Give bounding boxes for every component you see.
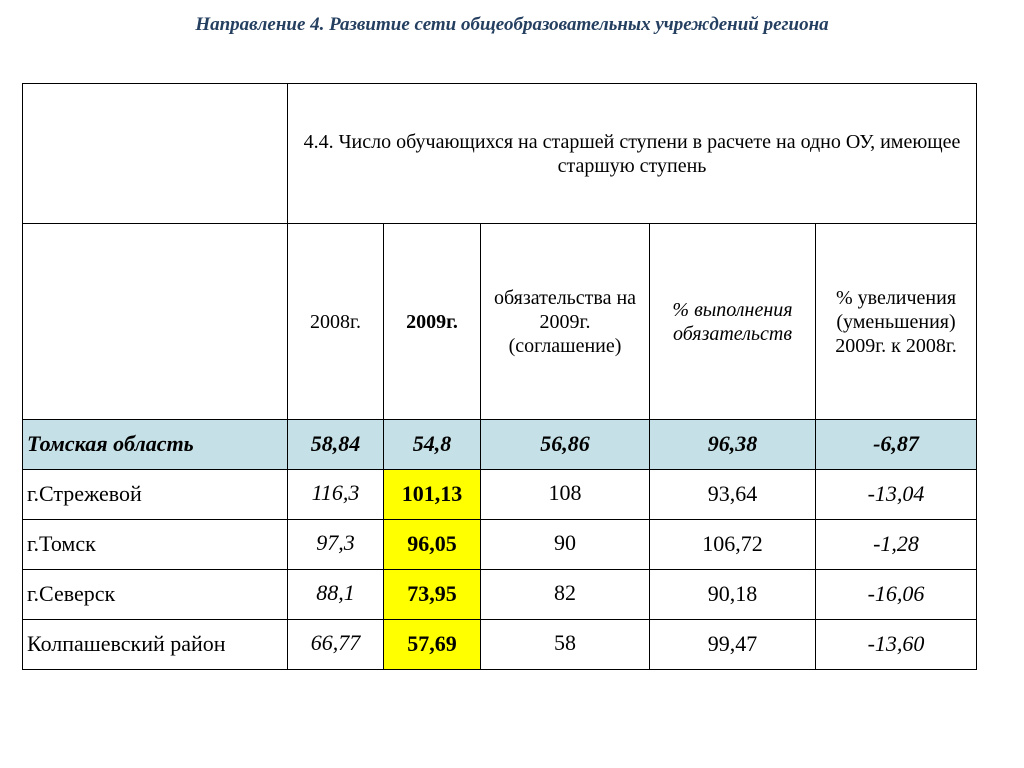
region-change: -6,87 [816,420,977,470]
region-total-row [23,420,977,470]
row-value-2008: 88,1 [288,570,384,620]
row-change: -13,60 [816,620,977,670]
header-change: % увеличения (уменьшения) 2009г. к 2008г. [816,224,977,420]
table-row [23,520,977,570]
row-value-2009: 73,95 [384,570,481,620]
region-value-2009: 54,8 [384,420,481,470]
row-fulfillment: 90,18 [650,570,816,620]
region-name: Томская область [23,420,288,470]
row-obligations: 108 [481,470,650,520]
row-value-2008: 116,3 [288,470,384,520]
region-value-2008: 58,84 [288,420,384,470]
table-row [23,570,977,620]
header-fulfillment: % выполнения обязательств [650,224,816,420]
row-fulfillment: 99,47 [650,620,816,670]
indicator-header: 4.4. Число обучающихся на старшей ступени в расчете на одно ОУ, имеющее старшую ступень [288,84,977,224]
row-value-2008: 66,77 [288,620,384,670]
row-fulfillment: 93,64 [650,470,816,520]
header-2009: 2009г. [384,224,481,420]
region-obligations: 56,86 [481,420,650,470]
row-name: г.Томск [23,520,288,570]
row-change: -16,06 [816,570,977,620]
row-obligations: 82 [481,570,650,620]
row-fulfillment: 106,72 [650,520,816,570]
empty-name-header [23,224,288,420]
region-fulfillment: 96,38 [650,420,816,470]
table-row [23,620,977,670]
column-header-row [23,224,977,420]
page-title: Направление 4. Развитие сети общеобразовательных учреждений региона [195,14,829,35]
row-change: -13,04 [816,470,977,520]
row-name: г.Стрежевой [23,470,288,520]
row-value-2009: 96,05 [384,520,481,570]
row-value-2009: 101,13 [384,470,481,520]
row-change: -1,28 [816,520,977,570]
row-value-2008: 97,3 [288,520,384,570]
row-obligations: 90 [481,520,650,570]
header-obligations: обязательства на 2009г. (соглашение) [481,224,650,420]
table-row [23,470,977,520]
empty-corner-cell [23,84,288,224]
header-2008: 2008г. [288,224,384,420]
row-name: Колпашевский район [23,620,288,670]
row-obligations: 58 [481,620,650,670]
indicator-row [23,84,977,224]
data-table [22,83,977,670]
row-value-2009: 57,69 [384,620,481,670]
row-name: г.Северск [23,570,288,620]
